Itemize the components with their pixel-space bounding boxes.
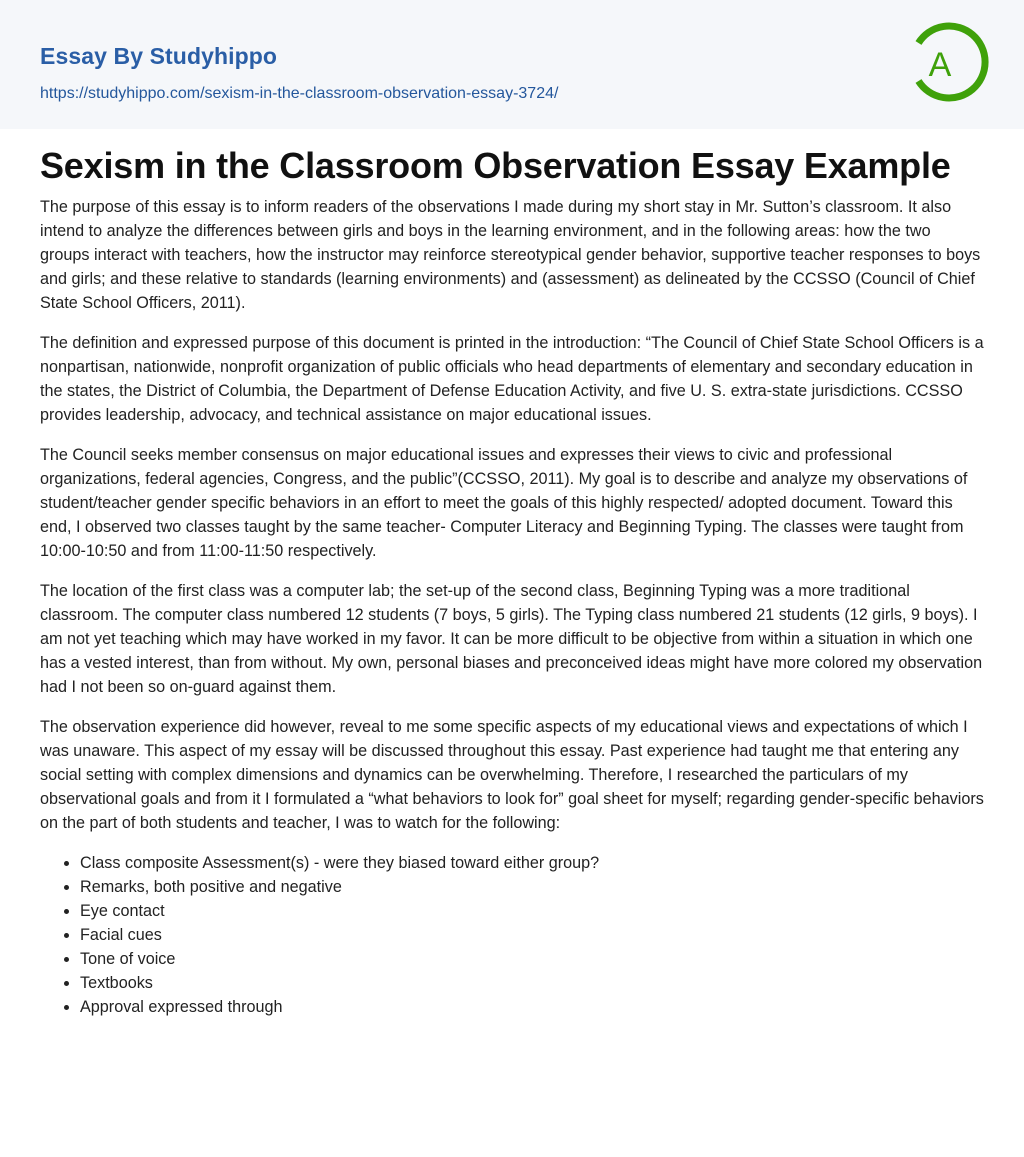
list-item: • Remarks, both positive and negative: [80, 875, 984, 899]
paragraph-5: The observation experience did however, reveal to me some specific aspects of my educational views and expectations of which I was unaware. This aspect of my essay will be discussed throughout this essay. Past experience had taught me that entering any social setting with complex dimensions and dynamics can be overwhelming. Therefore, I researched the particulars of my observational goals and from it I formulated a “what behaviors to look for” goal sheet for myself; regarding gender-specific behaviors on the part of both students and teacher, I was to watch for the following:: [40, 718, 984, 832]
source-url-link[interactable]: https://studyhippo.com/sexism-in-the-classroom-observation-essay-3724/: [40, 85, 559, 102]
paragraph-4: The location of the first class was a computer lab; the set-up of the second class, Beginning Typing was a more traditional classroom. The computer class numbered 12 students (7 boys, 5 girls). The Typing class numbered 21 students (12 girls, 9 boys). I am not yet teaching which may have worked in my favor. It can be more difficult to be objective from within a situation in which one has a vested interest, than from without. My own, personal biases and preconceived ideas might have more colored my observation had I not been so on-guard against them.: [40, 582, 983, 696]
page-title: Sexism in the Classroom Observation Essay Example: [40, 145, 951, 186]
list-item: • Facial cues: [80, 923, 984, 947]
list-item: • Class composite Assessment(s) - were they biased toward either group?: [80, 851, 984, 875]
list-item: • Textbooks: [80, 971, 984, 995]
watch-list: [40, 851, 984, 1019]
list-item: • Eye contact: [80, 899, 984, 923]
paragraph-1: The purpose of this essay is to inform readers of the observations I made during my short stay in Mr. Sutton’s classroom. It also intend to analyze the differences between girls and boys in the learning environment, and in the following areas: how the two groups interact with teachers, how the instructor may reinforce stereotypical gender behavior, supportive teacher responses to boys and girls; and these relative to standards (learning environments) and (assessment) as delineated by the CCSSO (Council of Chief State School Officers, 2011).: [40, 198, 981, 312]
list-item: • Approval expressed through: [80, 995, 984, 1019]
article: [0, 145, 1024, 1019]
paragraph-2: The definition and expressed purpose of this document is printed in the introduction: “The Council of Chief State School Officers is a nonpartisan, nationwide, nonprofit organization of public officials who head departments of elementary and secondary education in the states, the District of Columbia, the Department of Defense Education Activity, and five U. S. extra-state jurisdictions. CCSSO provides leadership, advocacy, and technical assistance on major educational issues.: [40, 334, 984, 424]
brand-title: Essay By Studyhippo: [40, 43, 278, 69]
logo-letter: A: [928, 46, 952, 84]
studyhippo-logo-icon[interactable]: [910, 18, 990, 106]
list-item: • Tone of voice: [80, 947, 984, 971]
paragraph-3: The Council seeks member consensus on major educational issues and expresses their views to civic and professional organizations, federal agencies, Congress, and the public”(CCSSO, 2011). My goal is to describe and analyze my observations of student/teacher gender specific behaviors in an effort to meet the goals of this highly respected/ adopted document. Toward this end, I observed two classes taught by the same teacher- Computer Literacy and Beginning Typing. The classes were taught from 10:00-10:50 and from 11:00-11:50 respectively.: [40, 446, 968, 560]
site-header: [0, 0, 1024, 129]
